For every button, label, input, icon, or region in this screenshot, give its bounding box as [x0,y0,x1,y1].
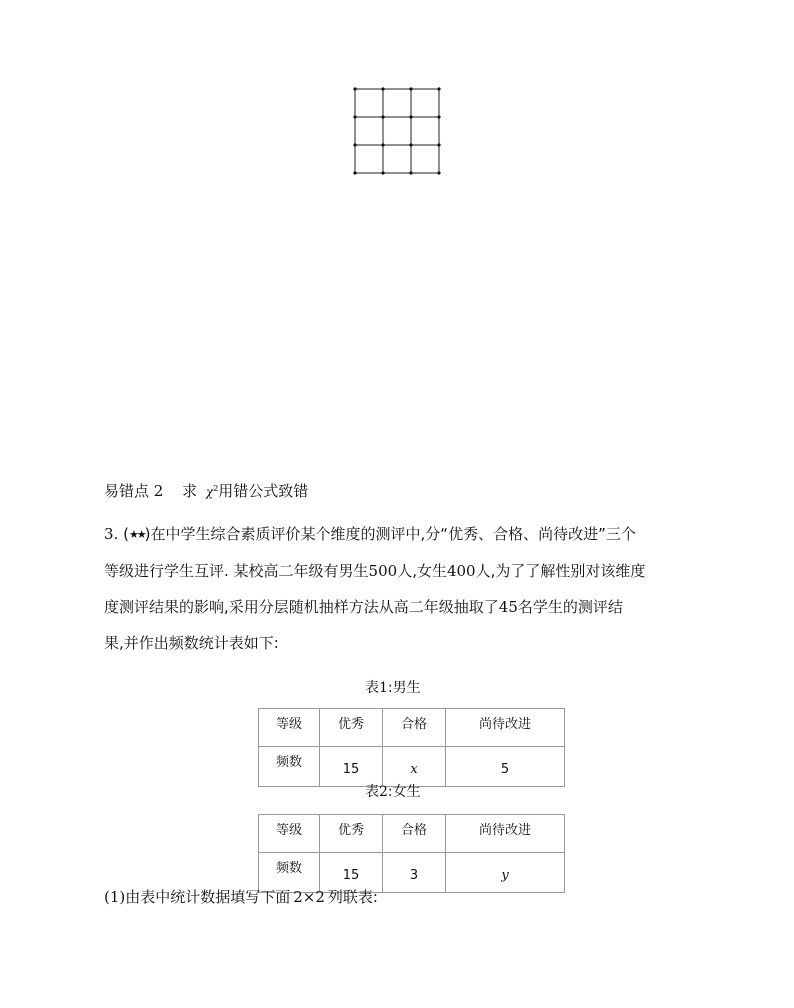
table2-girls [258,814,565,893]
girls-count: 400 [446,562,476,580]
table-header-cell: 合格 [383,815,446,853]
table1-caption [365,677,421,697]
problem-text-3b: 名学生的测评结 [517,598,623,616]
table-header-cell: 尚待改进 [446,815,565,853]
problem-line-2 [104,553,704,589]
error-point-title-post: 用错公式致错 [218,482,309,500]
error-point-number: 2 [153,482,164,500]
table-row-label: 频数 [259,853,320,893]
subquestion-1 [104,886,378,907]
error-point-label: 易错点 [104,482,150,500]
table2-caption-post: :女生 [387,784,421,800]
subquestion-text-a: 由表中统计数据填写下面 [125,888,291,906]
table-header-cell: 等级 [259,709,320,747]
problem-text-1: 在中学生综合素质评价某个维度的测评中,分“优秀、合格、尚待改进”三个 [150,525,636,543]
table-cell: 15 [320,747,383,787]
problem-line-1: 3. (★★)在中学生综合素质评价某个维度的测评中,分“优秀、合格、尚待改进”三个 [104,516,704,553]
table2-caption [365,781,421,801]
table-cell: x [383,747,446,787]
problem-text-2b: 人,女生 [397,562,447,580]
problem-text-2c: 人,为了了解性别对该维度 [475,562,646,580]
error-point-heading [104,480,308,501]
table1-caption-num: 1 [379,680,388,696]
table-cell: 15 [320,853,383,893]
table1-caption-pre: 表 [365,680,379,696]
table-cell: y [446,853,565,893]
problem-text-2a: 等级进行学生互评. 某校高二年级有男生 [104,562,369,580]
table-row [259,709,565,747]
table1-boys [258,708,565,787]
chi-power: 2 [213,484,219,493]
table-row [259,815,565,853]
table-header-cell: 合格 [383,709,446,747]
problem-number: 3. [104,525,119,543]
table-header-cell: 等级 [259,815,320,853]
table2-caption-pre: 表 [365,784,379,800]
table2-caption-num: 2 [379,784,388,800]
table-row-label: 频数 [259,747,320,787]
table-header-cell: 尚待改进 [446,709,565,747]
problem-line-4: 果,并作出频数统计表如下: [104,634,279,652]
table-header-cell: 优秀 [320,709,383,747]
table-header-cell: 优秀 [320,815,383,853]
chi-square-symbol [206,485,218,499]
table1-caption-post: :男生 [387,680,421,696]
error-point-title-pre: 求 [182,482,198,500]
subquestion-label: (1) [104,888,126,906]
subquestion-text-b: 列联表: [327,888,378,906]
dot-grid-figure [350,84,444,178]
chi-letter: χ [205,485,214,499]
sample-size: 45 [498,598,518,616]
table-cell: 3 [383,853,446,893]
table-cell: 5 [446,747,565,787]
boys-count: 500 [368,562,398,580]
difficulty-stars-icon: ★★ [128,528,145,541]
problem-line-3 [104,589,704,625]
problem-text-3a: 度测评结果的影响,采用分层随机抽样方法从高二年级抽取了 [104,598,499,616]
problem-statement [104,516,704,661]
contingency-dims: 2×2 [293,888,325,906]
